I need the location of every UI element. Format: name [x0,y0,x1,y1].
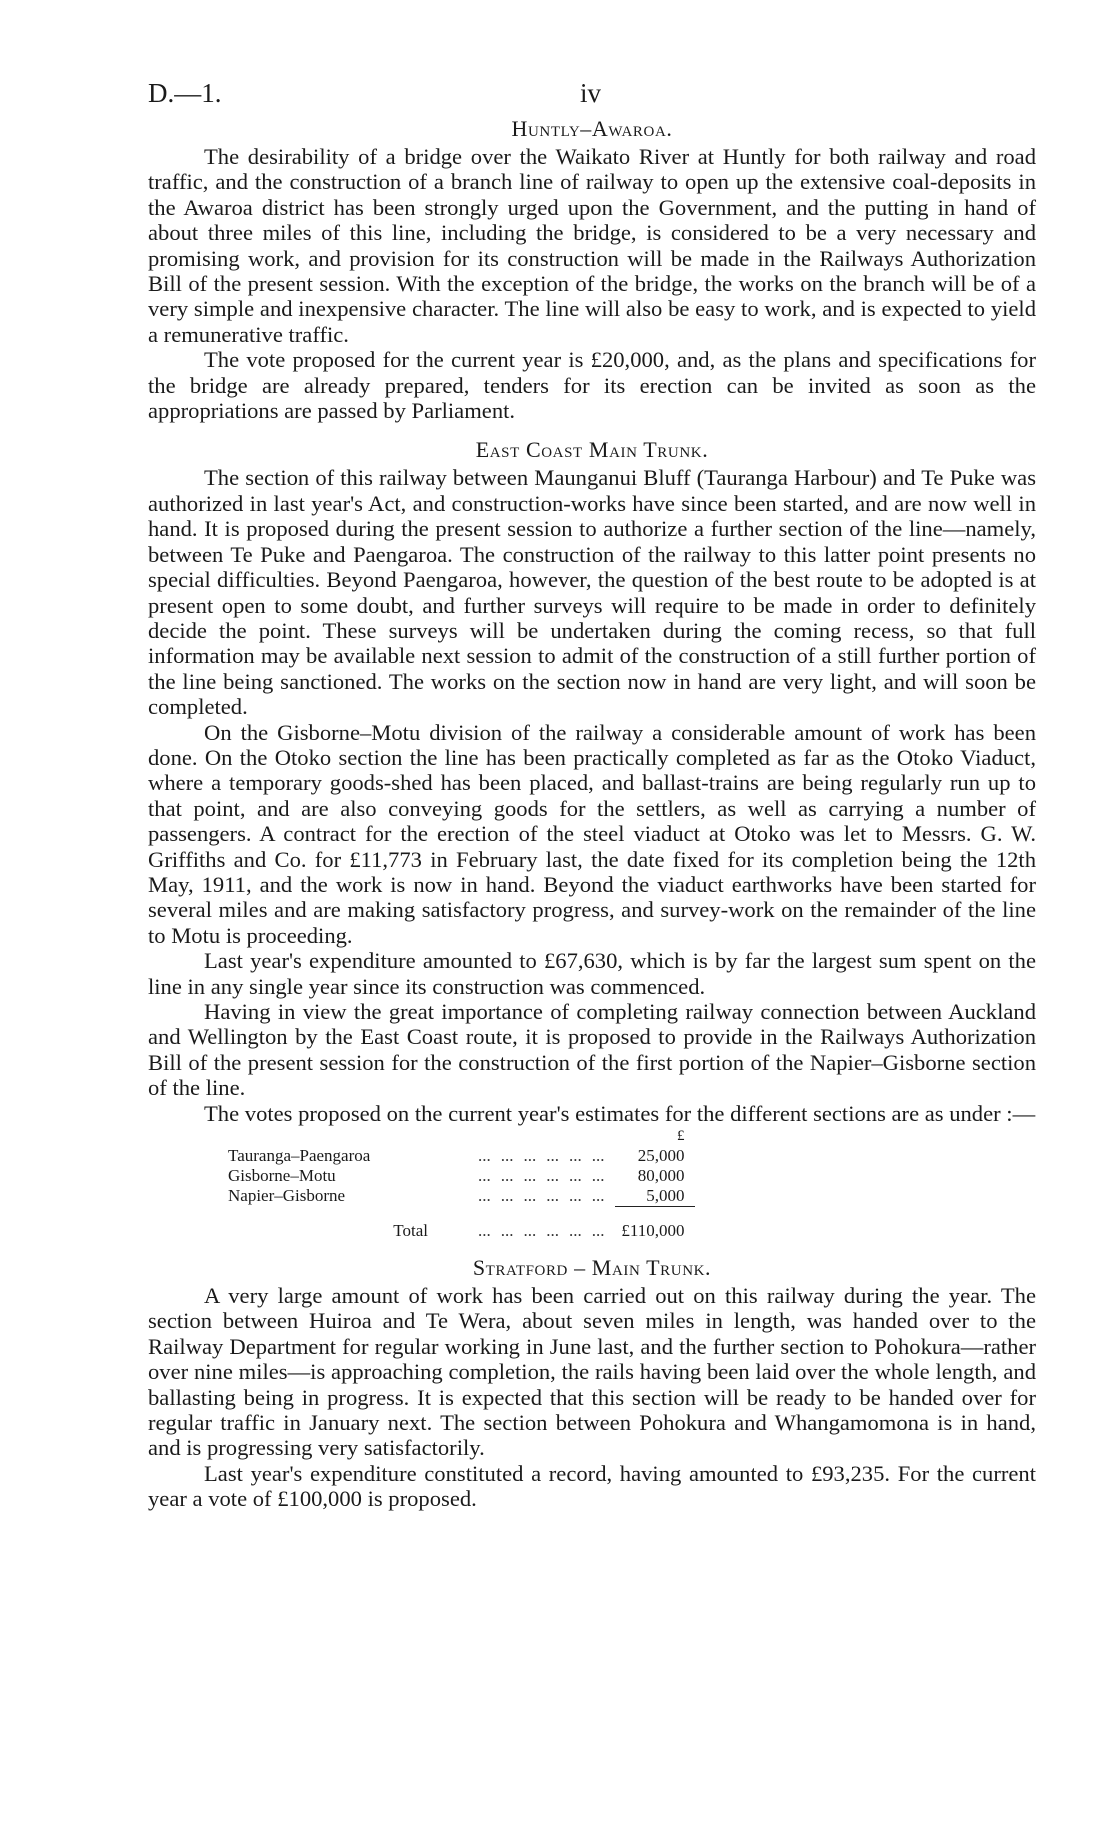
paragraph: Having in view the great importance of completing railway connection between Auckland and Wellington by the East Coast route, it is proposed to provide in the Railways Authorization Bill of the present session for the construction of the first portion of the Napier–Gisborne section of the line. [148,999,1036,1101]
votes-table [228,1126,695,1241]
vote-name: Gisborne–Motu [228,1166,336,1186]
table-row: Napier–Gisborne ... ... ... ... ... ... 5,000 [228,1186,695,1207]
paragraph: The desirability of a bridge over the Waikato River at Huntly for both railway and road traffic, and the construction of a branch line of railway to open up the extensive coal-deposits in the Awaroa district has been strongly urged upon the Government, and the putting in hand of about three miles of this line, including the bridge, is considered to be a very necessary and promising work, and provision for its construction will be made in the Railways Authorization Bill of the present session. With the exception of the bridge, the works on the branch will be of a very simple and inexpensive character. The line will also be easy to work, and is expected to yield a remunerative traffic. [148,144,1036,347]
vote-name: Napier–Gisborne [228,1186,346,1206]
document-id: D.—1. [148,78,222,108]
total-label: Total [393,1220,428,1240]
paragraph: On the Gisborne–Motu division of the railway a considerable amount of work has been done. On the Otoko section the line has been practically completed as far as the Otoko Viaduct, where a temporary goods-shed has been placed, and ballast-trains are being regularly run up to that point, and are also conveying goods for the settlers, as well as carrying a number of passengers. A contract for the erection of the steel viaduct at Otoko was let to Messrs. G. W. Griffiths and Co. for £11,773 in February last, the date fixed for its completion being the 12th May, 1911, and the work is now in hand. Beyond the viaduct earthworks have been started for several miles and are making satisfactory progress, and survey-work on the remainder of the line to Motu is proceeding. [148,719,1036,948]
currency-symbol: £ [677,1128,685,1145]
paragraph: Last year's expenditure amounted to £67,630, which is by far the largest sum spent on the line in any single year since its construction was commenced. [148,948,1036,999]
total-amount: £110,000 [615,1207,695,1242]
document-page [148,78,1036,1512]
vote-amount: 5,000 [646,1186,685,1206]
paragraph: Last year's expenditure constituted a record, having amounted to £93,235. For the current year a vote of £100,000 is proposed. [148,1460,1036,1512]
table-row: Tauranga–Paengaroa ... ... ... ... ... ... 25,000 [228,1146,695,1166]
votes-currency-row [228,1126,695,1146]
vote-amount: 80,000 [637,1166,685,1186]
paragraph: The section of this railway between Maunganui Bluff (Tauranga Harbour) and Te Puke was authorized in last year's Act, and construction-works have since been started, and are now well in hand. It is proposed during the present session to authorize a further section of the line—namely, between Te Puke and Paengaroa. The construction of the railway to this latter point presents no special difficulties. Beyond Paengaroa, however, the question of the best route to be adopted is at present open to some doubt, and further surveys will require to be made in order to definitely decide the point. These surveys will be undertaken during the coming recess, so that full information may be available next session to admit of the construction of a still further portion of the line being sanctioned. The works on the section now in hand are very light, and will soon be completed. [148,465,1036,720]
section-heading-east-coast: East Coast Main Trunk. [475,437,709,463]
page-number: iv [580,78,602,108]
table-row: Gisborne–Motu ... ... ... ... ... ... 80,000 [228,1166,695,1186]
votes-total-row: Total ... ... ... ... ... ... £110,000 [228,1207,695,1242]
paragraph: A very large amount of work has been carried out on this railway during the year. The section between Huiroa and Te Wera, about seven miles in length, was handed over to the Railway Department for regular working in June last, and the further section to Pohokura—rather over nine miles—is approaching completion, the rails having been laid over the whole length, and ballasting being in progress. It is expected that this section will be ready to be handed over for regular traffic in January next. The section between Pohokura and Whangamomona is in hand, and is progressing very satisfactorily. [148,1283,1036,1461]
section-heading-huntly-awaroa: Huntly–Awaroa. [511,116,673,141]
vote-name: Tauranga–Paengaroa [228,1146,371,1166]
section-heading-stratford: Stratford – Main Trunk. [472,1255,712,1281]
page-header [148,78,1036,114]
paragraph: The votes proposed on the current year's estimates for the different sections are as under :— [204,1100,1036,1126]
vote-amount: 25,000 [637,1146,685,1166]
paragraph: The vote proposed for the current year is £20,000, and, as the plans and specifications for the bridge are already prepared, tenders for its erection can be invited as soon as the appropriations are passed by Parliament. [148,347,1036,424]
